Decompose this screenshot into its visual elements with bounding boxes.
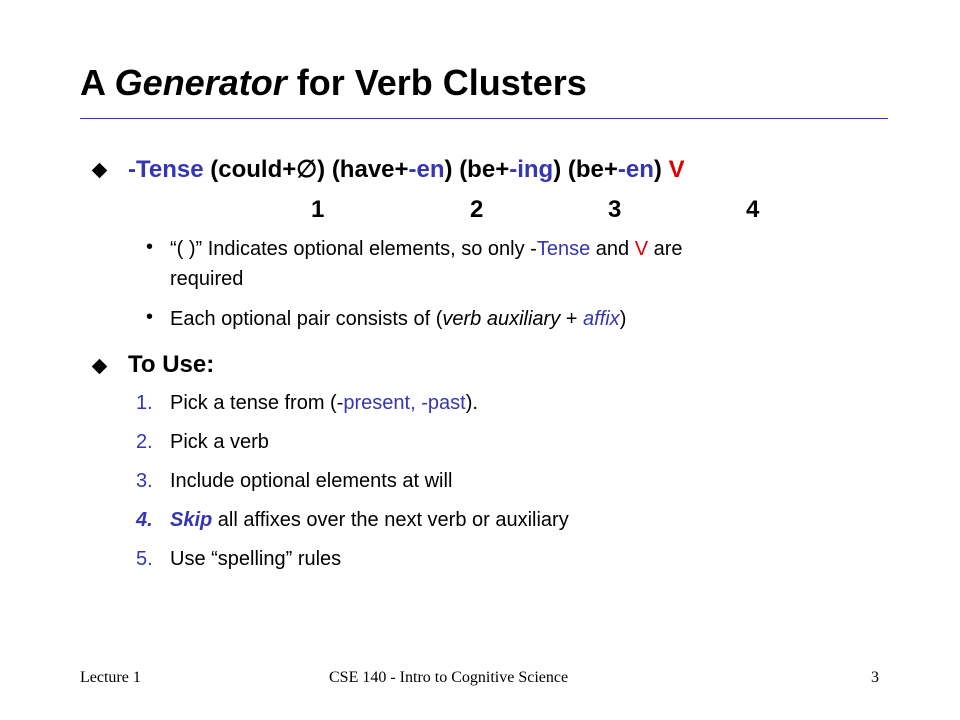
title-italic-word: Generator [114, 62, 287, 103]
diamond-bullet-icon [92, 359, 108, 375]
number-3: 3 [608, 196, 622, 223]
dot-bullet-icon: • [146, 236, 154, 258]
step-4: 4. Skip all affixes over the next verb or auxiliary [136, 509, 569, 531]
title-text-rest: for Verb Clusters [286, 62, 587, 103]
sub-bullet-pair: Each optional pair consists of (verb auxiliary + affix) [170, 308, 627, 330]
step-5: 5. Use “spelling” rules [136, 548, 342, 570]
step-2: 2. Pick a verb [136, 431, 269, 453]
title-text: A [80, 62, 115, 103]
sub-bullet-optional: “( )” Indicates optional elements, so only -Tense and V are [170, 238, 683, 260]
footer-lecture: Lecture 1 [80, 669, 141, 686]
sub-bullet-optional-line2: required [170, 268, 244, 290]
step-1: 1. Pick a tense from (-present, -past). [136, 392, 478, 414]
dot-bullet-icon: • [146, 306, 154, 328]
number-2: 2 [470, 196, 484, 223]
number-1: 1 [311, 196, 325, 223]
to-use-heading: To Use: [128, 351, 215, 378]
footer-page-number: 3 [871, 669, 879, 686]
diamond-bullet-icon [92, 163, 108, 179]
footer-course: CSE 140 - Intro to Cognitive Science [329, 669, 569, 686]
null-set-icon: ∅ [296, 156, 318, 183]
slide-title [80, 62, 587, 104]
formula-line: -Tense (could+∅) (have+-en) (be+-ing) (be+-en) V [128, 156, 685, 183]
number-4: 4 [746, 196, 760, 223]
title-divider [80, 118, 888, 119]
step-3: 3. Include optional elements at will [136, 470, 453, 492]
